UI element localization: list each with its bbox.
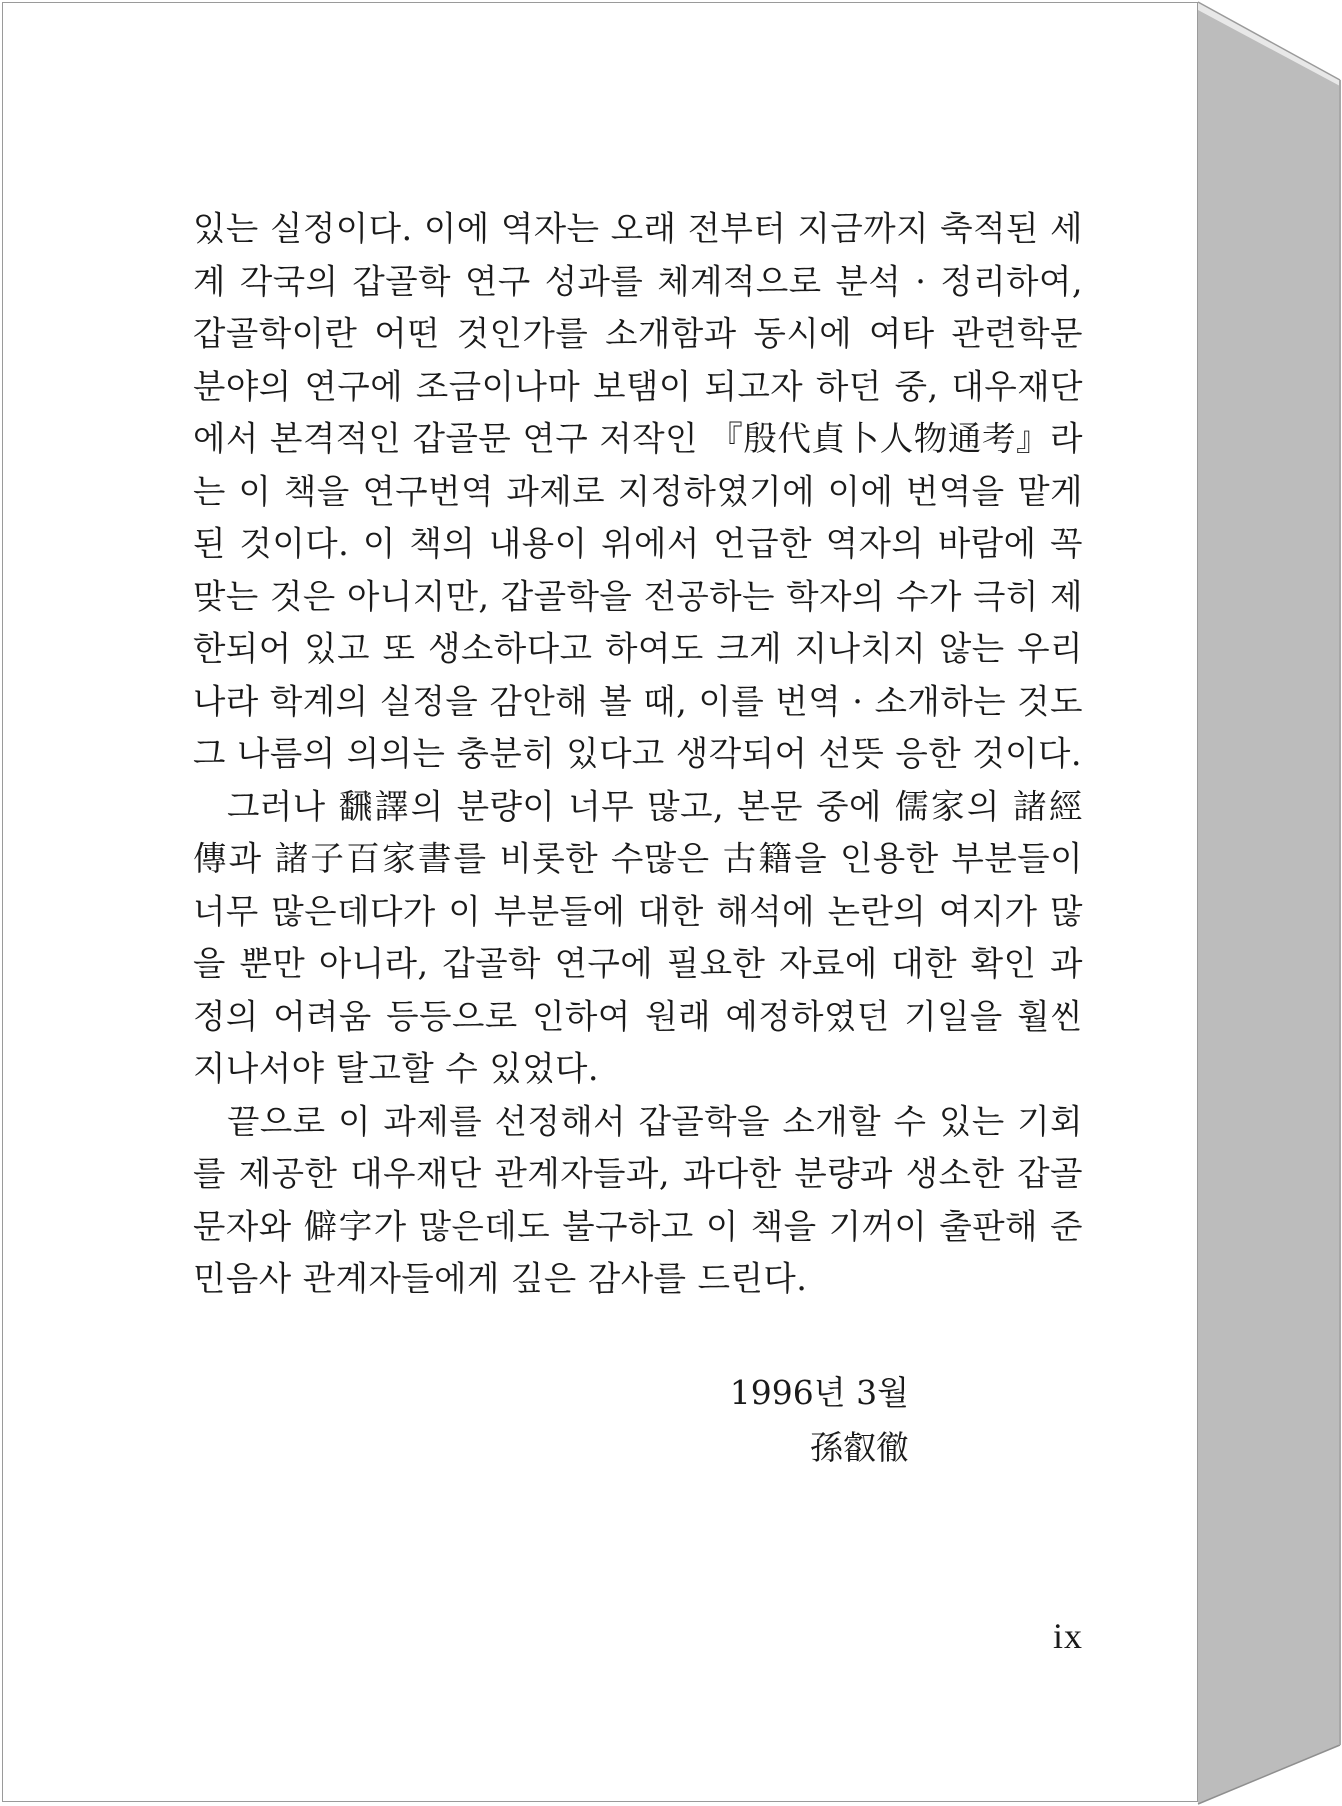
book-page bbox=[2, 2, 1198, 1802]
paragraph-2: 그러나 飜譯의 분량이 너무 많고, 본문 중에 儒家의 諸經傳과 諸子百家書를 비롯한 수많은 古籍을 인용한 부분들이 너무 많은데다가 이 부분들에 대한 해석에 논란의 여지가 많을 뿐만 아니라, 갑골학 연구에 필요한 자료에 대한 확인 과정의 어려움 등등으로 인하여 원래 예정하였던 기일을 훨씬 지나서야 탈고할 수 있었다. bbox=[193, 786, 1083, 1088]
signature-author: 孫叡徹 bbox=[810, 1428, 909, 1467]
preface-body bbox=[193, 203, 1083, 1306]
page-number: ix bbox=[1053, 1616, 1084, 1656]
signature-date: 1996년 3월 bbox=[729, 1373, 909, 1412]
paragraph-3: 끝으로 이 과제를 선정해서 갑골학을 소개할 수 있는 기회를 제공한 대우재단 관계자들과, 과다한 분량과 생소한 갑골문자와 僻字가 많은데도 불구하고 이 책을 기꺼이 출판해 준 민음사 관계자들에게 깊은 감사를 드린다. bbox=[193, 1101, 1083, 1298]
signature-block bbox=[730, 1365, 909, 1475]
paragraph-1: 있는 실정이다. 이에 역자는 오래 전부터 지금까지 축적된 세계 각국의 갑골학 연구 성과를 체계적으로 분석 · 정리하여, 갑골학이란 어떤 것인가를 소개함과 동시에 여타 관련학문 분야의 연구에 조금이나마 보탬이 되고자 하던 중, 대우재단에서 본격적인 갑골문 연구 저작인 『殷代貞卜人物通考』라는 이 책을 연구번역 과제로 지정하였기에 이에 번역을 맡게 된 것이다. 이 책의 내용이 위에서 언급한 역자의 바람에 꼭 맞는 것은 아니지만, 갑골학을 전공하는 학자의 수가 극히 제한되어 있고 또 생소하다고 하여도 크게 지나치지 않는 우리 나라 학계의 실정을 감안해 볼 때, 이를 번역 · 소개하는 것도 그 나름의 의의는 충분히 있다고 생각되어 선뜻 응한 것이다. bbox=[193, 209, 1083, 773]
